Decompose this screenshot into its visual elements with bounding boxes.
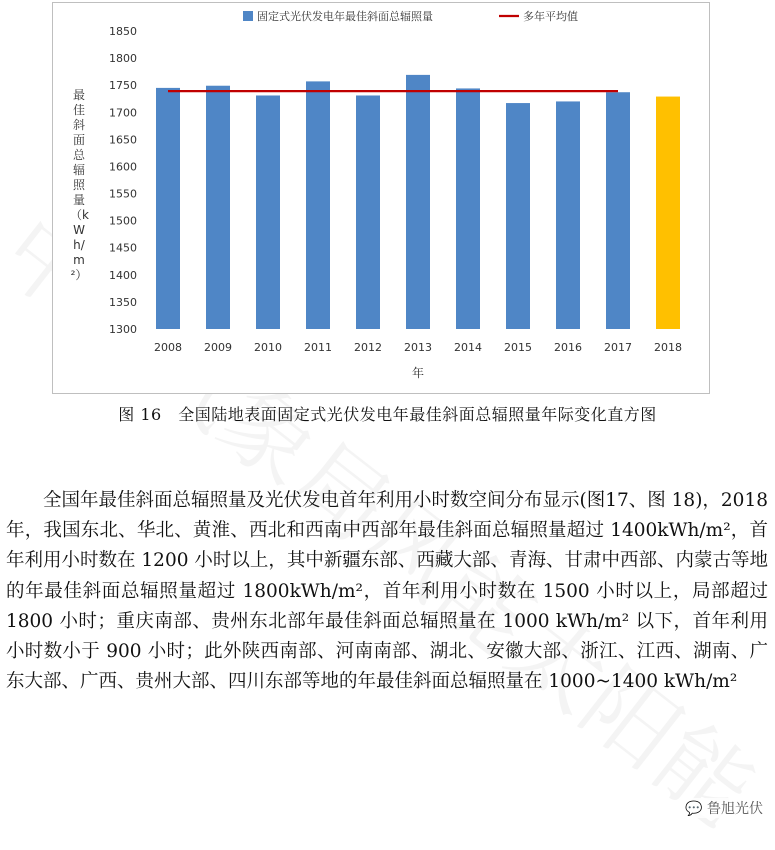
bar-2018 bbox=[656, 97, 680, 329]
y-tick-label: 1600 bbox=[109, 160, 137, 174]
x-tick-label: 2009 bbox=[204, 341, 232, 354]
x-tick-label: 2015 bbox=[504, 341, 532, 354]
y-tick-label: 1850 bbox=[109, 25, 137, 38]
x-tick-label: 2010 bbox=[254, 341, 282, 354]
x-tick-label: 2008 bbox=[154, 341, 182, 354]
legend-line-label: 多年平均值 bbox=[523, 10, 578, 23]
y-tick-label: 1650 bbox=[109, 133, 137, 147]
x-tick-label: 2018 bbox=[654, 341, 682, 354]
wechat-watermark bbox=[683, 798, 765, 818]
y-tick-label: 1800 bbox=[109, 52, 137, 66]
y-tick-label: 1700 bbox=[109, 106, 137, 120]
watermark-label: 鲁旭光伏 bbox=[707, 801, 763, 817]
bar-2015 bbox=[506, 103, 530, 329]
y-tick-label: 1350 bbox=[109, 295, 137, 309]
x-tick-label: 2014 bbox=[454, 341, 482, 354]
legend-bar-label: 固定式光伏发电年最佳斜面总辐照量 bbox=[257, 10, 433, 23]
bar-2012 bbox=[356, 95, 380, 329]
bar-2011 bbox=[306, 81, 330, 329]
bar-2008 bbox=[156, 88, 180, 329]
x-tick-label: 2012 bbox=[354, 341, 382, 354]
paragraph-text: 全国年最佳斜面总辐照量及光伏发电首年利用小时数空间分布显示(图17、图 18)，2018 年，我国东北、华北、黄淮、西北和西南中西部年最佳斜面总辐照量超过 1400kWh/m²，首年利用小时数在 1200 小时以上，其中新疆东部、西藏大部、青海、甘肃中西部、内蒙古等地的年最佳斜面总辐照量超过 1800kWh/m²，首年利用小时数在 1500 小时以上，局部超过 1800 小时；重庆南部、贵州东北部年最佳斜面总辐照量在 1000 kWh/m² 以下，首年利用小时数小于 900 小时；此外陕西南部、河南南部、湖北、安徽大部、浙江、江西、湖南、广东大部、广西、贵州大部、四川东部等地的年最佳斜面总辐照量在 1000~1400 kWh/m² bbox=[6, 490, 768, 693]
y-tick-label: 1450 bbox=[109, 241, 137, 255]
bar-chart bbox=[53, 3, 709, 393]
x-axis-label: 年 bbox=[411, 366, 425, 380]
chart-area bbox=[52, 2, 710, 394]
bar-2014 bbox=[456, 88, 480, 329]
y-tick-label: 1550 bbox=[109, 187, 137, 201]
y-axis-label: 最佳斜面总辐照量（kWh/m²） bbox=[70, 88, 89, 282]
y-tick-label: 1300 bbox=[109, 323, 137, 336]
x-tick-label: 2017 bbox=[604, 341, 632, 354]
bar-2017 bbox=[606, 92, 630, 329]
x-tick-label: 2016 bbox=[554, 341, 582, 354]
body-paragraph bbox=[6, 486, 768, 697]
bar-2016 bbox=[556, 101, 580, 329]
bar-2010 bbox=[256, 95, 280, 329]
y-tick-label: 1400 bbox=[109, 268, 137, 282]
y-tick-label: 1750 bbox=[109, 79, 137, 93]
bar-2013 bbox=[406, 75, 430, 329]
y-tick-label: 1500 bbox=[109, 214, 137, 228]
bar-2009 bbox=[206, 86, 230, 329]
figure-caption: 图 16 全国陆地表面固定式光伏发电年最佳斜面总辐照量年际变化直方图 bbox=[118, 405, 657, 424]
x-tick-label: 2011 bbox=[304, 341, 332, 354]
chat-bubble-icon: 💬 bbox=[685, 801, 703, 817]
legend-bar-swatch bbox=[243, 11, 253, 21]
x-tick-label: 2013 bbox=[404, 341, 432, 354]
